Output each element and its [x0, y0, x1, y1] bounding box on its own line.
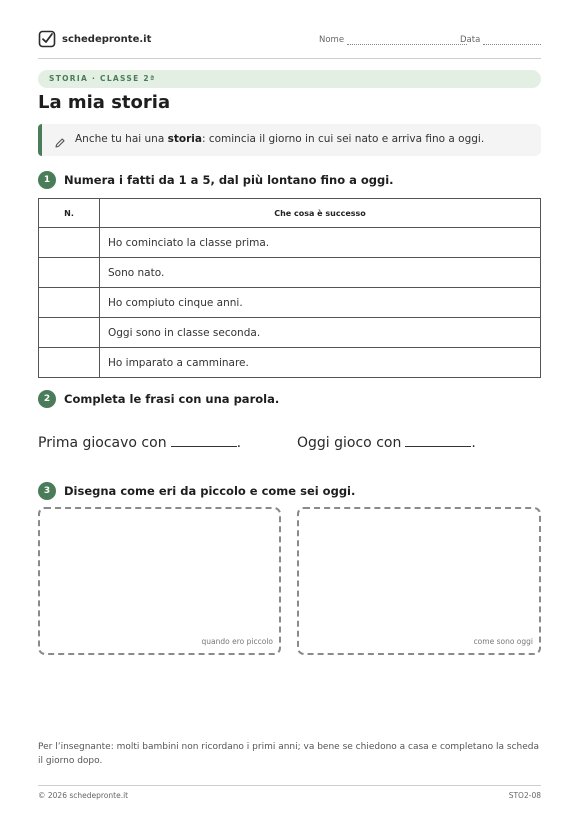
subject-tag: STORIA · CLASSE 2ª: [38, 70, 541, 88]
drawing-box-caption: quando ero piccolo: [201, 637, 273, 646]
column-header-number: N.: [39, 199, 100, 228]
site-logo: [38, 30, 151, 48]
number-cell[interactable]: [39, 258, 100, 288]
info-box: [38, 124, 541, 156]
question-text: Completa le frasi con una parola.: [64, 392, 280, 406]
event-cell: Sono nato.: [100, 258, 541, 288]
table-row: [39, 228, 541, 258]
question-text: Disegna come eri da piccolo e come sei oggi.: [64, 484, 356, 498]
name-line[interactable]: [347, 36, 467, 45]
name-label: Nome: [319, 35, 345, 45]
worksheet-page: [38, 0, 541, 819]
drawing-box-past[interactable]: [38, 507, 281, 655]
question-3: [38, 482, 355, 500]
info-accent-bar: [38, 124, 42, 156]
page-header: [38, 30, 541, 59]
checkbox-logo-icon: [38, 30, 56, 48]
number-cell[interactable]: [39, 318, 100, 348]
date-label: Data: [460, 35, 481, 45]
question-number: 2: [38, 390, 56, 408]
site-name: schedepronte.it: [62, 33, 152, 45]
question-number: 1: [38, 171, 56, 189]
question-1: [38, 171, 394, 189]
table-header-row: [39, 199, 541, 228]
date-line[interactable]: [483, 36, 541, 45]
teacher-note: Per l’insegnante: molti bambini non ricordano i primi anni; va bene se chiedono a casa e completano la scheda il giorno dopo.: [38, 742, 540, 766]
event-cell: Ho compiuto cinque anni.: [100, 288, 541, 318]
table-row: [39, 348, 541, 378]
facts-table: [38, 198, 541, 378]
page-title: La mia storia: [38, 92, 171, 113]
question-2: [38, 390, 279, 408]
question-text: Numera i fatti da 1 a 5, dal più lontano fino a oggi.: [64, 173, 394, 187]
page-footer: [38, 785, 541, 800]
copyright-text: © 2026 schedepronte.it: [38, 791, 129, 800]
answer-blank[interactable]: [405, 434, 471, 447]
event-cell: Ho cominciato la classe prima.: [100, 228, 541, 258]
number-cell[interactable]: [39, 288, 100, 318]
drawing-box-caption: come sono oggi: [473, 637, 533, 646]
pencil-icon: [54, 134, 66, 146]
table-row: [39, 288, 541, 318]
sentence-prima: Prima giocavo con .: [38, 435, 242, 451]
drawing-box-today[interactable]: [297, 507, 541, 655]
column-header-event: Che cosa è successo: [100, 199, 541, 228]
info-text: Anche tu hai una storia: comincia il giorno in cui sei nato e arriva fino a oggi.: [75, 133, 485, 145]
name-field[interactable]: [319, 35, 467, 45]
date-field[interactable]: [460, 35, 541, 45]
question-number: 3: [38, 482, 56, 500]
info-keyword: storia: [167, 133, 202, 145]
sentence-oggi: Oggi gioco con .: [297, 435, 476, 451]
number-cell[interactable]: [39, 348, 100, 378]
number-cell[interactable]: [39, 228, 100, 258]
table-row: [39, 318, 541, 348]
worksheet-code: STO2-08: [508, 791, 541, 800]
event-cell: Ho imparato a camminare.: [100, 348, 541, 378]
event-cell: Oggi sono in classe seconda.: [100, 318, 541, 348]
answer-blank[interactable]: [171, 434, 237, 447]
table-row: [39, 258, 541, 288]
